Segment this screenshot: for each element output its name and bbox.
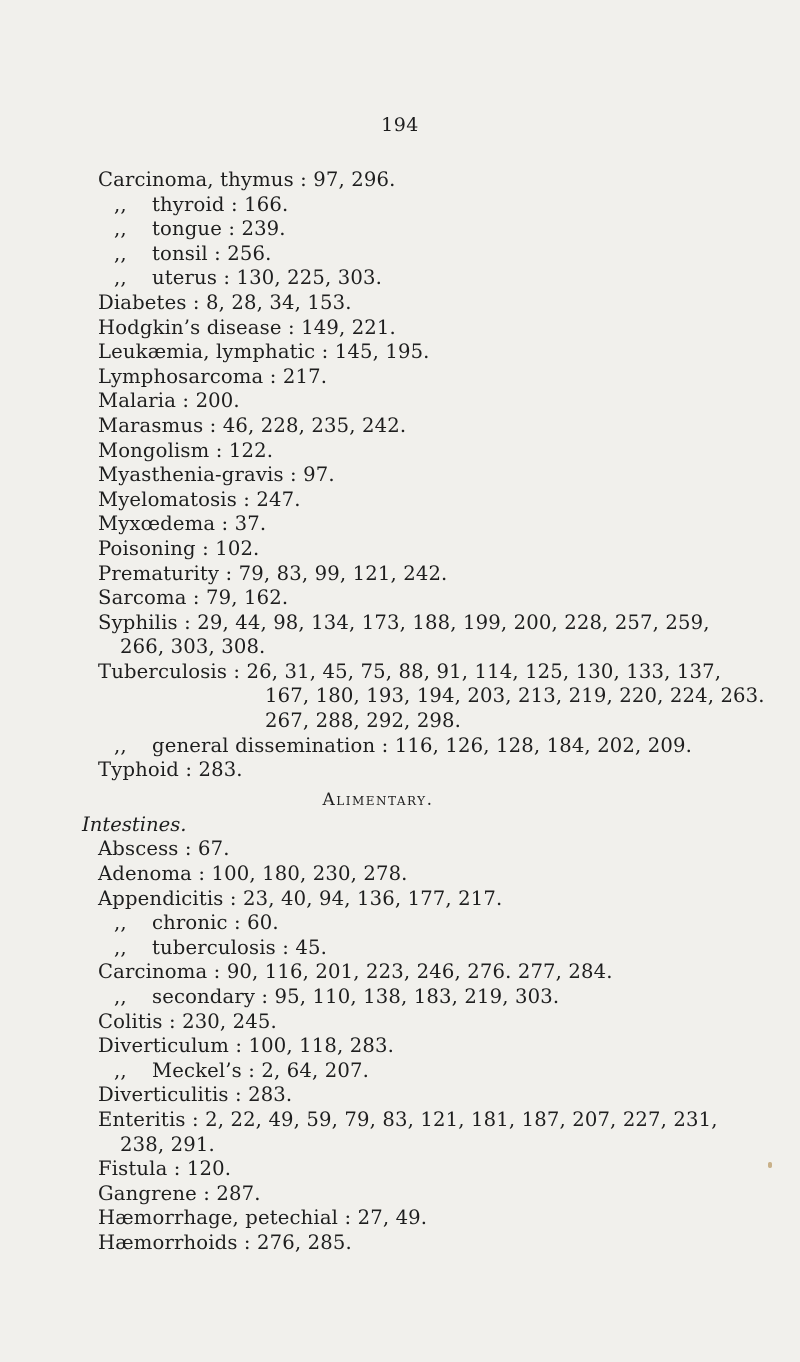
ditto-mark: ,, <box>114 241 127 265</box>
index-entry <box>98 960 798 985</box>
index-entry-text: general dissemination : 116, 126, 128, 184, 202, 209. <box>152 733 693 757</box>
index-entry-text: Malaria : 200. <box>98 389 240 413</box>
index-entry-text: Carcinoma, thymus : 97, 296. <box>98 168 396 191</box>
index-entry-text: 238, 291. <box>120 1132 215 1156</box>
index-entry <box>98 537 798 562</box>
index-entry-text: Tuberculosis : 26, 31, 45, 75, 88, 91, 114, 125, 130, 133, 137, <box>98 659 722 683</box>
index-entry <box>98 168 798 193</box>
index-entry <box>98 1010 798 1035</box>
index-entry-text: uterus : 130, 225, 303. <box>152 266 382 290</box>
index-entry-text: Hæmorrhage, petechial : 27, 49. <box>98 1206 428 1230</box>
index-entry-text: 167, 180, 193, 194, 203, 213, 219, 220, 224, 263. <box>265 684 765 708</box>
index-entry-text: tongue : 239. <box>152 217 286 241</box>
index-entry <box>98 985 798 1010</box>
index-entry-text: Mongolism : 122. <box>98 438 274 462</box>
index-entry <box>98 635 798 660</box>
index-entry-text: secondary : 95, 110, 138, 183, 219, 303. <box>152 985 560 1008</box>
index-entry <box>98 242 798 267</box>
index-entry <box>98 193 798 218</box>
index-entry <box>98 1083 798 1108</box>
index-entry <box>98 1231 798 1256</box>
index-entry <box>98 936 798 961</box>
index-entry-text: Abscess : 67. <box>98 837 230 861</box>
index-entry-text: 267, 288, 292, 298. <box>265 709 462 733</box>
index-entry-text: Myelomatosis : 247. <box>98 487 301 511</box>
index-entry-text: Enteritis : 2, 22, 49, 59, 79, 83, 121, 181, 187, 207, 227, 231, <box>98 1107 718 1131</box>
index-entry <box>98 611 798 636</box>
index-entry-text: Adenoma : 100, 180, 230, 278. <box>98 862 408 886</box>
index-entry <box>98 758 798 783</box>
index-entry-text: Sarcoma : 79, 162. <box>98 586 289 610</box>
index-entry-text: thyroid : 166. <box>152 192 289 216</box>
index-entry-text: Diabetes : 8, 28, 34, 153. <box>98 290 352 314</box>
index-entry-text: 266, 303, 308. <box>120 635 266 659</box>
index-entry <box>98 463 798 488</box>
index-entry <box>98 389 798 414</box>
index-entry-text: Poisoning : 102. <box>98 536 260 560</box>
ditto-mark: ,, <box>114 217 127 241</box>
index-entry <box>98 1034 798 1059</box>
index-entry-text: Fistula : 120. <box>98 1157 232 1181</box>
ditto-mark: ,, <box>114 266 127 290</box>
index-entry-text: Hodgkin’s disease : 149, 221. <box>98 315 396 339</box>
index-entry-text: Diverticulum : 100, 118, 283. <box>98 1034 394 1058</box>
index-entry <box>98 1157 798 1182</box>
subsection-heading: Intestines. <box>82 812 187 836</box>
index-entry <box>98 316 798 341</box>
index-entry-text: Syphilis : 29, 44, 98, 134, 173, 188, 199, 200, 228, 257, 259, <box>98 610 710 634</box>
index-entry <box>98 291 798 316</box>
index-list-intestines <box>98 837 798 1255</box>
index-entry-text: Marasmus : 46, 228, 235, 242. <box>98 413 407 437</box>
index-list-general <box>98 168 798 783</box>
ditto-mark: ,, <box>114 1058 127 1082</box>
ditto-mark: ,, <box>114 985 127 1008</box>
index-entry <box>98 734 798 759</box>
index-entry <box>98 1108 798 1133</box>
ditto-mark: ,, <box>114 935 127 959</box>
index-entry <box>98 512 798 537</box>
index-entry-text: tuberculosis : 45. <box>152 935 327 959</box>
index-entry <box>98 1059 798 1084</box>
index-entry <box>98 340 798 365</box>
index-entry <box>98 488 798 513</box>
index-entry-text: Leukæmia, lymphatic : 145, 195. <box>98 340 430 364</box>
ditto-mark: ,, <box>114 733 127 757</box>
index-entry-text: Typhoid : 283. <box>98 758 243 782</box>
section-heading: Alimentary. <box>322 789 434 810</box>
index-entry <box>98 217 798 242</box>
index-entry-text: Myxœdema : 37. <box>98 512 267 536</box>
ditto-mark: ,, <box>114 192 127 216</box>
index-entry <box>98 684 798 709</box>
index-entry-text: tonsil : 256. <box>152 241 272 265</box>
index-entry <box>98 266 798 291</box>
index-entry <box>98 911 798 936</box>
page-number: 194 <box>381 114 419 136</box>
index-entry <box>98 439 798 464</box>
index-content <box>82 168 798 1256</box>
index-entry-text: Meckel’s : 2, 64, 207. <box>152 1058 369 1082</box>
ditto-mark: ,, <box>114 911 127 935</box>
index-entry-text: Gangrene : 287. <box>98 1181 261 1205</box>
index-entry-text: Hæmorrhoids : 276, 285. <box>98 1230 352 1254</box>
index-entry-text: Prematurity : 79, 83, 99, 121, 242. <box>98 561 448 585</box>
index-entry-text: Myasthenia-gravis : 97. <box>98 463 335 487</box>
index-entry-text: Carcinoma : 90, 116, 201, 223, 246, 276. 277, 284. <box>98 960 613 984</box>
index-entry <box>98 365 798 390</box>
index-entry-text: Lymphosarcoma : 217. <box>98 364 328 388</box>
index-entry <box>98 660 798 685</box>
index-entry-text: Colitis : 230, 245. <box>98 1009 277 1033</box>
index-entry-text: chronic : 60. <box>152 911 279 935</box>
index-entry <box>98 562 798 587</box>
index-entry <box>98 586 798 611</box>
index-entry <box>98 1182 798 1207</box>
index-entry <box>98 1206 798 1231</box>
index-entry <box>98 709 798 734</box>
index-entry-text: Diverticulitis : 283. <box>98 1083 293 1107</box>
index-entry <box>98 887 798 912</box>
index-entry <box>98 414 798 439</box>
index-entry-text: Appendicitis : 23, 40, 94, 136, 177, 217. <box>98 886 503 910</box>
index-entry <box>98 862 798 887</box>
paper-speck <box>768 1162 772 1168</box>
index-entry <box>98 837 798 862</box>
index-entry <box>98 1133 798 1158</box>
